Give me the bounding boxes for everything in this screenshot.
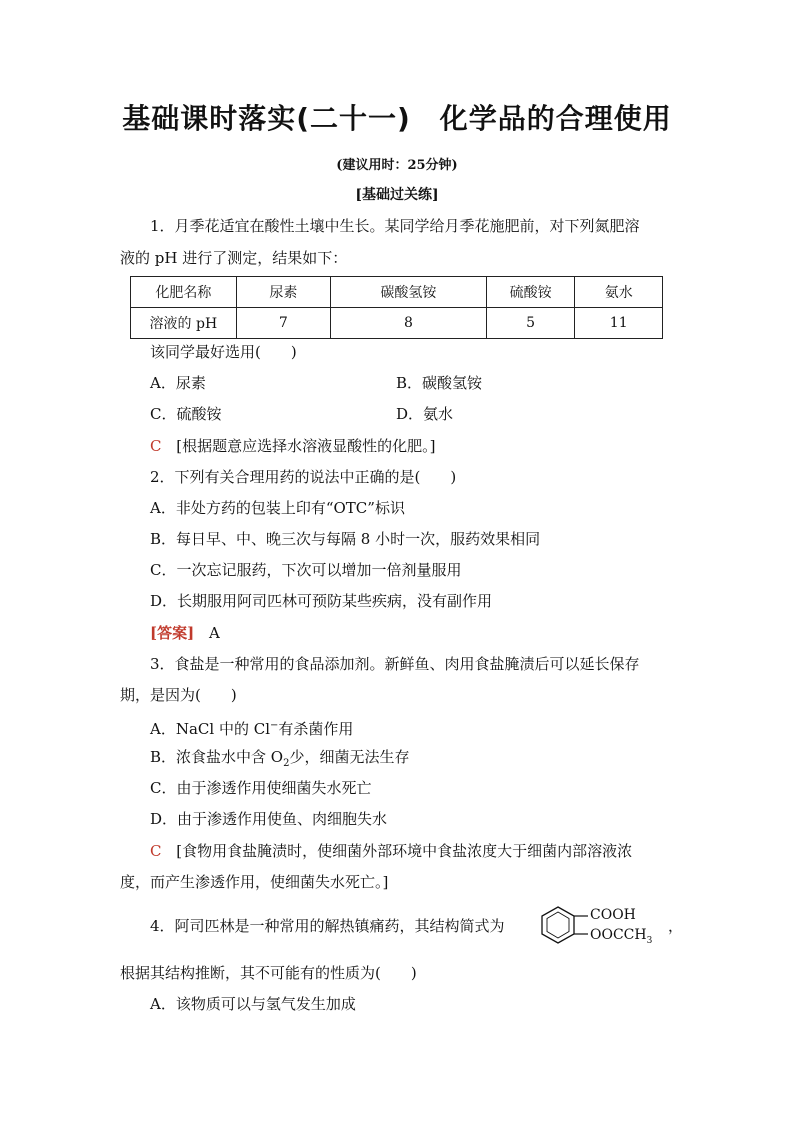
q4-stem: 4．阿司匹林是一种常用的解热镇痛药，其结构简式为: [150, 917, 505, 935]
q3-stem-line1: 3．食盐是一种常用的食品添加剂。新鲜鱼、肉用食盐腌渍后可以延长保存: [150, 655, 640, 673]
acetoxy-group: [590, 927, 652, 946]
q1-option-c: C．硫酸铵: [150, 405, 222, 423]
answer-explanation: [食物用食盐腌渍时，使细菌外部环境中食盐浓度大于细菌内部溶液浓: [176, 842, 633, 860]
table-row: [131, 308, 663, 339]
table-cell: 碳酸氢铵: [331, 277, 487, 308]
q3-answer: [150, 840, 632, 862]
q1-stem-line1: 1．月季花适宜在酸性土壤中生长。某同学给月季花施肥前，对下列氮肥溶: [150, 217, 640, 235]
table-cell: 硫酸铵: [486, 277, 575, 308]
ph-table: [130, 276, 663, 339]
answer-label: [答案]: [150, 624, 195, 642]
q1-option-a: A．尿素: [150, 374, 206, 392]
subscript: 3: [646, 935, 653, 946]
answer-letter: C: [150, 842, 162, 860]
option-text: 有杀菌作用: [278, 720, 354, 738]
q3-explanation-line2: 度，而产生渗透作用，使细菌失水死亡。]: [120, 873, 389, 891]
q3-option-d: D．由于渗透作用使鱼、肉细胞失水: [150, 810, 388, 828]
superscript: −: [270, 720, 279, 731]
q2-stem: 2．下列有关合理用药的说法中正确的是( ): [150, 468, 457, 486]
table-cell: 7: [236, 308, 330, 339]
table-cell: 化肥名称: [131, 277, 237, 308]
table-cell: 溶液的 pH: [131, 308, 237, 339]
q2-answer: [150, 622, 220, 644]
option-text: 少，细菌无法生存: [289, 748, 410, 766]
section-heading: [基础过关练]: [355, 187, 439, 203]
q1-option-d: D．氨水: [396, 405, 454, 423]
subscript: 2: [283, 758, 290, 769]
table-cell: 8: [331, 308, 487, 339]
table-cell: 尿素: [236, 277, 330, 308]
answer-explanation: [根据题意应选择水溶液显酸性的化肥。]: [176, 437, 436, 455]
table-cell: 5: [486, 308, 575, 339]
table-cell: 11: [575, 308, 663, 339]
page-title: 基础课时落实(二十一) 化学品的合理使用: [122, 102, 672, 135]
q2-option-d: D．长期服用阿司匹林可预防某些疾病，没有副作用: [150, 592, 493, 610]
q3-option-b: [150, 746, 409, 775]
suggested-time: (建议用时：25分钟): [336, 158, 458, 173]
table-header-row: [131, 277, 663, 308]
group-text: OOCCH: [590, 927, 647, 943]
q2-option-a: A．非处方药的包装上印有“OTC”标识: [150, 499, 405, 517]
q2-option-b: B．每日早、中、晚三次与每隔 8 小时一次，服药效果相同: [150, 530, 541, 548]
answer-letter: A: [208, 624, 220, 642]
q3-stem-line2: 期，是因为( ): [120, 686, 237, 704]
option-text: A．NaCl 中的 Cl: [150, 720, 270, 738]
aspirin-structure: [538, 903, 668, 945]
q4-option-a: A．该物质可以与氢气发生加成: [150, 995, 356, 1013]
q4-stem-line2: 根据其结构推断，其不可能有的性质为( ): [120, 964, 417, 982]
q3-option-a: [150, 715, 353, 740]
q1-stem-line2: 液的 pH 进行了测定，结果如下：: [120, 249, 348, 267]
q3-option-c: C．由于渗透作用使细菌失水死亡: [150, 779, 372, 797]
option-text: B．浓食盐水中含 O: [150, 748, 284, 766]
q4-comma: ，: [668, 917, 684, 935]
q1-answer: [150, 435, 435, 457]
carboxyl-group: COOH: [590, 907, 636, 923]
table-cell: 氨水: [575, 277, 663, 308]
q2-option-c: C．一次忘记服药，下次可以增加一倍剂量服用: [150, 561, 462, 579]
q1-option-b: B．碳酸氢铵: [396, 374, 483, 392]
q1-question: 该同学最好选用( ): [150, 343, 297, 361]
answer-letter: C: [150, 437, 162, 455]
